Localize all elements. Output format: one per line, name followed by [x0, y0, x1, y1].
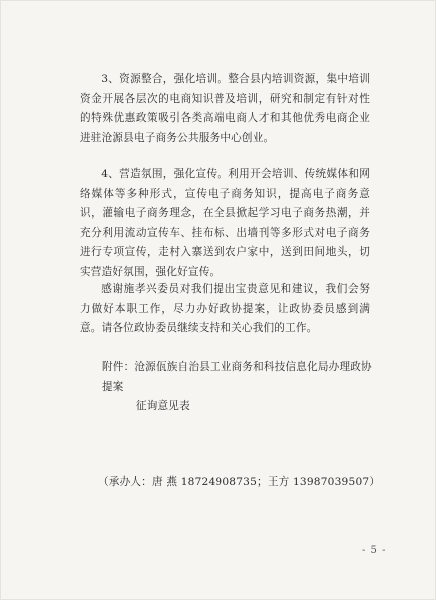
- paragraph-resource-integration: 3、资源整合，强化培训。整合县内培训资源，集中培训资金开展各层次的电商知识普及培训，研究和制定有针对性的特殊优惠政策吸引各类高端电商人才和其他优秀电商企业进驻沧源县电子商务公共服务中心创业。: [80, 73, 370, 144]
- contact-info: （承办人：唐 燕 18724908735；王方 13987039507）: [98, 476, 381, 488]
- attachment-note: [102, 358, 372, 417]
- paragraph-publicity: 4、营造氛围，强化宣传。利用开会培训、传统媒体和网络媒体等多种形式，宣传电子商务知识，提高电子商务意识，灌输电子商务理念，在全县掀起学习电子商务热潮，并充分利用流动宣传车、挂布标、出墙刊等多形式对电子商务进行专项宣传，走村入寨送到农户家中，送到田间地头，切实营造好氛围，强化好宣传。: [80, 168, 370, 278]
- paragraph-thanks: 感谢施孝兴委员对我们提出宝贵意见和建议，我们会努力做好本职工作，尽力办好政协提案，让政协委员感到满意。请各位政协委员继续支持和关心我们的工作。: [80, 283, 370, 334]
- page-number: - 5 -: [362, 545, 387, 556]
- attachment-line-1: 附件：沧源佤族自治县工业商务和科技信息化局办理政协提案: [102, 361, 372, 393]
- attachment-line-2: 征询意见表: [135, 400, 190, 412]
